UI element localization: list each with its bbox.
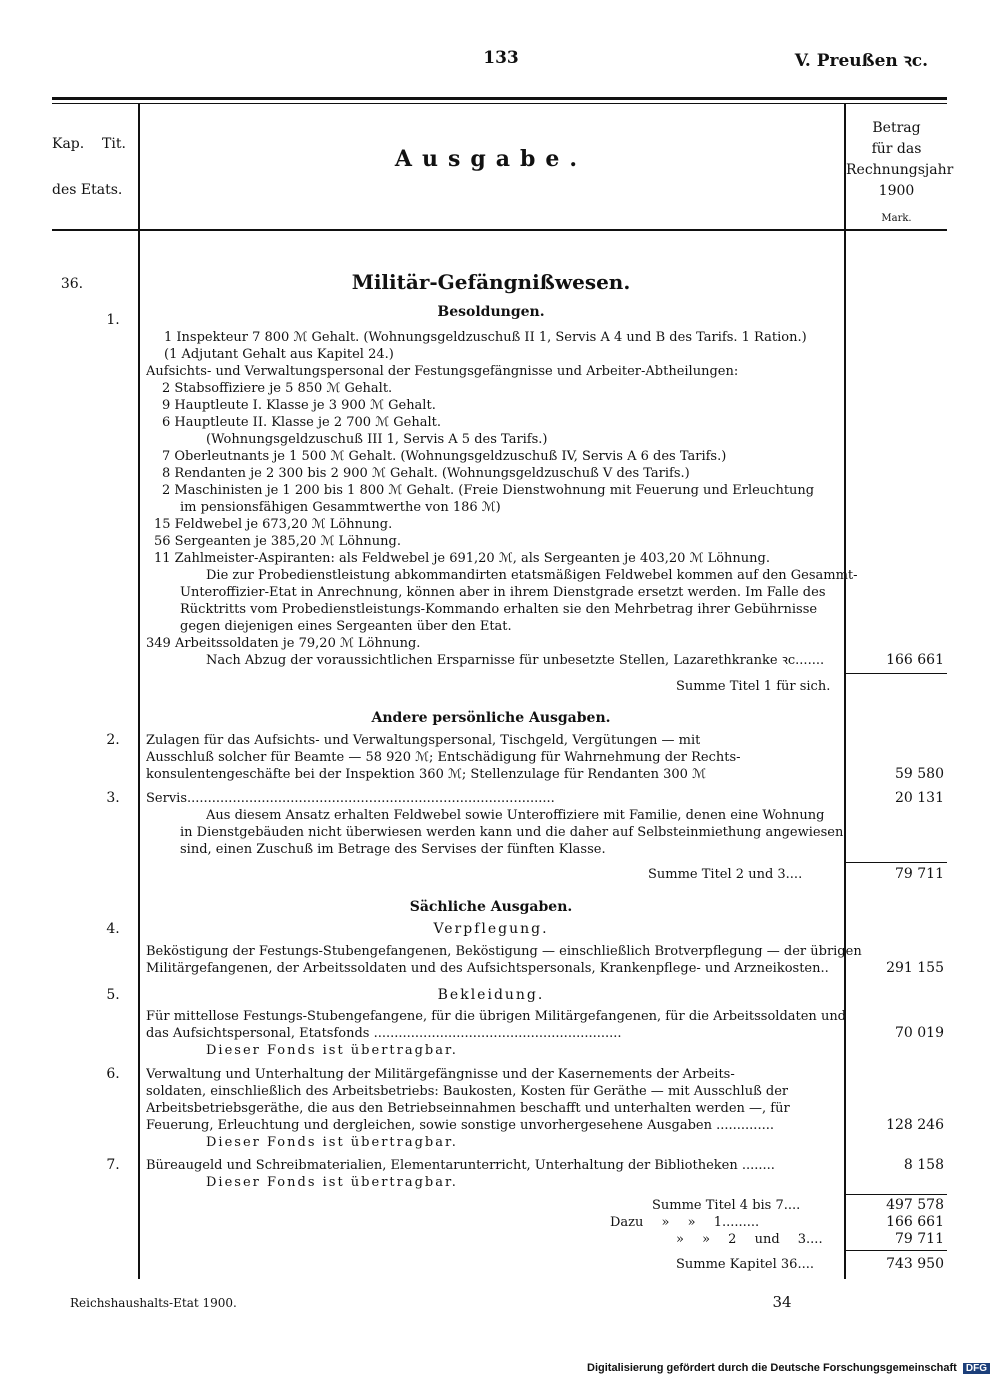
page-number: 133 (483, 48, 519, 68)
text-line: Verwaltung und Unterhaltung der Militärgefängnisse und der Kasernements der Arbeits- (146, 1067, 735, 1082)
amount: 166 661 (886, 652, 944, 668)
titel-number: 5. (106, 987, 120, 1003)
text-line: soldaten, einschließlich des Arbeitsbetriebs: Baukosten, Kosten für Geräthe — mit Ausschluß der (146, 1084, 789, 1099)
text-line: Aus diesem Ansatz erhalten Feldwebel sowie Unteroffiziere mit Familie, denen eine Wohnung (206, 808, 825, 823)
text-line: (1 Adjutant Gehalt aus Kapitel 24.) (164, 347, 394, 362)
betrag-line-4: 1900 (878, 183, 915, 199)
text-line: Die zur Probedienstleistung abkommandirten etatsmäßigen Feldwebel kommen auf den Gesammt- (206, 568, 858, 583)
text-line: 11 Zahlmeister-Aspiranten: als Feldwebel je 691,20 ℳ, als Sergeanten je 403,20 ℳ Löhnung. (154, 551, 771, 566)
titel-number: 4. (106, 921, 120, 937)
titel-number: 3. (106, 790, 120, 806)
sum-rule (846, 1250, 947, 1251)
text-line: Dieser Fonds ist übertragbar. (206, 1043, 458, 1058)
text-line: 6 Hauptleute II. Klasse je 2 700 ℳ Gehalt. (162, 415, 441, 430)
text-line: Ausschluß solcher für Beamte — 58 920 ℳ; Entschädigung für Wahrnehmung der Rechts- (146, 750, 741, 765)
text-line: 7 Oberleutnants je 1 500 ℳ Gehalt. (Wohnungsgeldzuschuß IV, Servis A 6 des Tarifs.) (162, 449, 727, 464)
text-line: in Dienstgebäuden nicht überwiesen werden kann und die daher auf Selbsteinmiethung angewiesen (180, 825, 844, 840)
text-line: Aufsichts- und Verwaltungspersonal der Festungsgefängnisse und Arbeiter-Abtheilungen: (146, 364, 739, 379)
titel-number: 6. (106, 1066, 120, 1082)
text-line: 1 Inspekteur 7 800 ℳ Gehalt. (Wohnungsgeldzuschuß II 1, Servis A 4 und B des Tarifs. 1 Ration.) (164, 330, 807, 345)
text-line: Nach Abzug der voraussichtlichen Ersparnisse für unbesetzte Stellen, Lazarethkranke ꝛc....... (206, 653, 825, 668)
text-line: 9 Hauptleute I. Klasse je 3 900 ℳ Gehalt. (162, 398, 436, 413)
footer-source: Reichshaushalts-Etat 1900. (70, 1296, 237, 1310)
amount: 79 711 (895, 866, 944, 882)
column-header-betrag (846, 118, 954, 229)
text-line: gegen diejenigen eines Sergeanten über den Etat. (180, 619, 512, 634)
subhead-bekleidung: Bekleidung. (437, 987, 545, 1003)
betrag-line-1: Betrag (872, 120, 921, 136)
amount: 79 711 (895, 1231, 944, 1247)
titel-number: 2. (106, 732, 120, 748)
text-line: (Wohnungsgeldzuschuß III 1, Servis A 5 des Tarifs.) (206, 432, 548, 447)
sum-rule (846, 673, 947, 674)
text-line: Servis......................................................................................... (146, 791, 555, 806)
titel-number: 1. (106, 312, 120, 328)
dfg-credit-text: Digitalisierung gefördert durch die Deutsche Forschungsgemeinschaft (587, 1362, 957, 1374)
betrag-line-3: Rechnungsjahr (846, 162, 954, 178)
text-line: Dieser Fonds ist übertragbar. (206, 1175, 458, 1190)
text-line: Büreaugeld und Schreibmaterialien, Elementarunterricht, Unterhaltung der Bibliotheken ........ (146, 1158, 775, 1173)
text-line: 56 Sergeanten je 385,20 ℳ Löhnung. (154, 534, 401, 549)
header-rule (52, 229, 947, 231)
text-line: Unteroffizier-Etat in Anrechnung, können aber in ihrem Dienstgrade ersetzt werden. Im Falle des (180, 585, 826, 600)
amount: 59 580 (895, 766, 944, 782)
dfg-logo-icon: DFG (963, 1363, 990, 1374)
amount: 128 246 (886, 1117, 944, 1133)
column-header-kap (52, 136, 132, 228)
top-rule-thick (52, 97, 947, 100)
column-divider-right (844, 104, 846, 1279)
subhead-verpflegung: Verpflegung. (433, 921, 549, 937)
amount: 70 019 (895, 1025, 944, 1041)
amount: 497 578 (886, 1197, 944, 1213)
subhead-saechliche: Sächliche Ausgaben. (409, 899, 573, 915)
sum-line: Summe Titel 1 für sich. (676, 679, 831, 694)
sum-rule (846, 862, 947, 863)
titel-number: 7. (106, 1157, 120, 1173)
amount: 8 158 (903, 1157, 944, 1173)
running-head: V. Preußen ꝛc. (794, 51, 928, 71)
tit-label: Tit. (102, 136, 126, 152)
text-line: Beköstigung der Festungs-Stubengefangenen, Beköstigung — einschließlich Brotverpflegung — der übrigen (146, 944, 862, 959)
text-line: 15 Feldwebel je 673,20 ℳ Löhnung. (154, 517, 393, 532)
text-line: Feuerung, Erleuchtung und dergleichen, sowie sonstige unvorhergesehene Ausgaben .............. (146, 1118, 774, 1133)
sum-line: Summe Kapitel 36.... (676, 1257, 814, 1272)
subhead-andere: Andere persönliche Ausgaben. (371, 710, 611, 726)
sum-line: Dazu » » 1......... (610, 1215, 760, 1230)
text-line: 349 Arbeitssoldaten je 79,20 ℳ Löhnung. (146, 636, 421, 651)
mark-label: Mark. (881, 213, 912, 224)
betrag-line-2: für das (871, 141, 922, 157)
sum-line: » » 2 und 3.... (676, 1232, 823, 1247)
section-title: Militär-Gefängnißwesen. (351, 270, 631, 294)
text-line: 8 Rendanten je 2 300 bis 2 900 ℳ Gehalt. (Wohnungsgeldzuschuß V des Tarifs.) (162, 466, 690, 481)
footer-sheet-number: 34 (772, 1293, 792, 1311)
kapitel-number: 36. (60, 276, 84, 292)
sum-line: Summe Titel 2 und 3.... (648, 867, 803, 882)
text-line: Militärgefangenen, der Arbeitssoldaten und des Aufsichtspersonals, Krankenpflege- und Arzneikosten.. (146, 961, 829, 976)
text-line: Zulagen für das Aufsichts- und Verwaltungspersonal, Tischgeld, Vergütungen — mit (146, 733, 701, 748)
text-line: Für mittellose Festungs-Stubengefangene, für die übrigen Militärgefangenen, für die Arbeitssoldaten und (146, 1009, 847, 1024)
sum-rule (846, 1194, 947, 1195)
text-line: Dieser Fonds ist übertragbar. (206, 1135, 458, 1150)
sum-line: Summe Titel 4 bis 7.... (652, 1198, 801, 1213)
text-line: das Aufsichtspersonal, Etatsfonds ............................................................ (146, 1026, 622, 1041)
amount: 291 155 (886, 960, 944, 976)
text-line: Arbeitsbetriebsgeräthe, die aus den Betriebseinnahmen beschafft und unterhalten werden —, für (146, 1101, 790, 1116)
subhead-besoldungen: Besoldungen. (437, 304, 545, 320)
amount: 743 950 (886, 1256, 944, 1272)
column-header-ausgabe: Ausgabe. (394, 146, 588, 172)
dfg-credit (587, 1362, 990, 1374)
text-line: konsulentengeschäfte bei der Inspektion 360 ℳ; Stellenzulage für Rendanten 300 ℳ (146, 767, 706, 782)
text-line: sind, einen Zuschuß im Betrage des Servises der fünften Klasse. (180, 842, 606, 857)
amount: 20 131 (895, 790, 944, 806)
amount: 166 661 (886, 1214, 944, 1230)
text-line: im pensionsfähigen Gesammtwerthe von 186 ℳ) (180, 500, 501, 515)
text-line: 2 Stabsoffiziere je 5 850 ℳ Gehalt. (162, 381, 393, 396)
kap-label: Kap. (52, 136, 85, 152)
text-line: Rücktritts vom Probedienstleistungs-Kommando erhalten sie den Mehrbetrag ihrer Gebührnisse (180, 602, 818, 617)
top-rule-thin (52, 103, 947, 104)
des-etats-label: des Etats. (52, 182, 123, 198)
text-line: 2 Maschinisten je 1 200 bis 1 800 ℳ Gehalt. (Freie Dienstwohnung mit Feuerung und Erleuchtung (162, 483, 815, 498)
